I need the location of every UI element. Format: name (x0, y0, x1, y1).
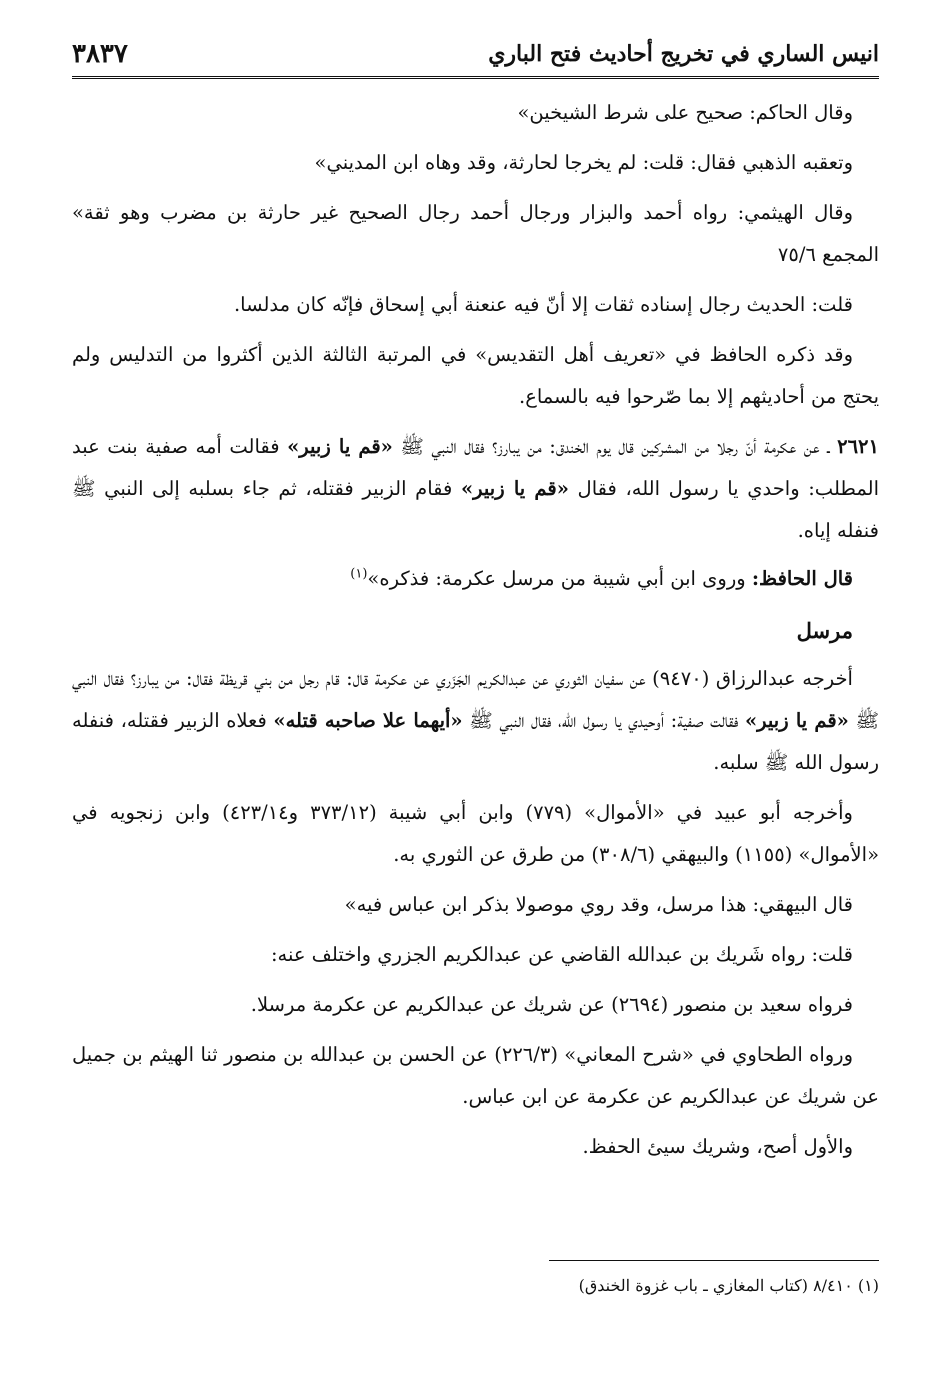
takhrij-sharik: قلت: رواه شَريك بن عبدالله القاضي عن عبدالكريم الجزري واختلف عنه: (270, 943, 853, 966)
hadith-quote-2: «قم يا زبير» (460, 477, 569, 500)
footnote: (١) ٨/٤١٠ (كتاب المغازي ـ باب غزوة الخندق) (578, 1276, 879, 1295)
takhrij-text-b: فقالت صفية: أوحيدي يا رسول الله، فقال النبي ﷺ (462, 709, 745, 732)
running-title: انيس الساري في تخريج أحاديث فتح الباري (488, 41, 879, 67)
hadith-text-1: ـ عن عكرمة أنّ رجلا من المشركين قال يوم الخندق: من يبارز؟ فقال النبي ﷺ (400, 435, 830, 458)
page-number: ٣٨٣٧ (72, 39, 128, 69)
paragraph-qultu: قلت: الحديث رجال إسناده ثقات إلا أنّ فيه عنعنة أبي إسحاق فإنّه كان مدلسا. (233, 293, 853, 316)
footnote-divider (549, 1260, 879, 1261)
paragraph-hakim: وقال الحاكم: صحيح على شرط الشيخين» (517, 101, 853, 124)
paragraph-dhahabi: وتعقبه الذهبي فقال: قلت: لم يخرجا لحارثة، وقد وهاه ابن المديني» (314, 151, 853, 174)
takhrij-abu-ubayd: وأخرجه أبو عبيد في «الأموال» (٧٧٩) وابن أبي شيبة (٣٧٣/١٢ و٤٢٣/١٤) وابن زنجويه في «الأموال» (١١٥٥) والبيهقي (٣٠٨/٦) من طرق عن الثوري به. (72, 801, 879, 866)
hadith-entry (72, 426, 879, 552)
hafiz-statement (72, 558, 879, 600)
hadith-text-3: فقام الزبير فقتله، ثم جاء بسلبه إلى النبي ﷺ فنفله إياه. (72, 477, 879, 542)
takhrij-bayhaqi: قال البيهقي: هذا مرسل، وقد روي موصولا بذكر ابن عباس فيه» (344, 893, 853, 916)
section-heading: مرسل (796, 618, 853, 643)
takhrij-text-c: فعلاه الزبير فقتله، فنفله رسول الله ﷺ سلبه. (72, 709, 879, 774)
takhrij-quote-2: «أيهما علا صاحبه قتله» (273, 709, 463, 732)
takhrij-said-mansur: فرواه سعيد بن منصور (٢٦٩٤) عن شريك عن عبدالكريم عن عكرمة مرسلا. (250, 993, 853, 1016)
hadith-quote-1: «قم يا زبير» (287, 435, 393, 458)
paragraph-hafiz-tadlis: وقد ذكره الحافظ في «تعريف أهل التقديس» في المرتبة الثالثة الذين أكثروا من التدليس ولم يحتج من أحاديثهم إلا بما صّرحوا فيه بالسماع. (72, 343, 879, 408)
footnote-reference[interactable]: (١) (350, 566, 368, 582)
page-body (72, 92, 879, 1176)
takhrij-conclusion: والأول أصح، وشريك سيئ الحفظ. (582, 1135, 853, 1158)
hafiz-text: وروى ابن أبي شيبة من مرسل عكرمة: فذكره» (367, 567, 752, 590)
hadith-number: ٢٦٢١ (837, 435, 879, 458)
takhrij-tahawi: ورواه الطحاوي في «شرح المعاني» (٢٢٦/٣) عن الحسن بن عبدالله بن منصور ثنا الهيثم بن جميل عن شريك عن عبدالكريم عن عكرمة عن ابن عباس. (72, 1043, 879, 1108)
takhrij-text-a: أخرجه عبدالرزاق (٩٤٧٠) عن سفيان الثوري عن عبدالكريم الجَزَري عن عكرمة قال: قام رجل من بني قريظة فقال: من يبارز؟ فقال النبي ﷺ (72, 667, 880, 732)
takhrij-quote-1: «قم يا زبير» (744, 709, 849, 732)
takhrij-abdulrazzaq (72, 658, 879, 784)
paragraph-haythami: وقال الهيثمي: رواه أحمد والبزار ورجال أحمد رجال الصحيح غير حارثة بن مضرب وهو ثقة» المجمع ٧٥/٦ (72, 201, 879, 266)
hadith-text-2: فقالت أمه صفية بنت عبد المطلب: واحدي يا رسول الله، فقال (72, 435, 880, 500)
hafiz-label: قال الحافظ: (751, 567, 853, 590)
page-header (72, 32, 879, 79)
